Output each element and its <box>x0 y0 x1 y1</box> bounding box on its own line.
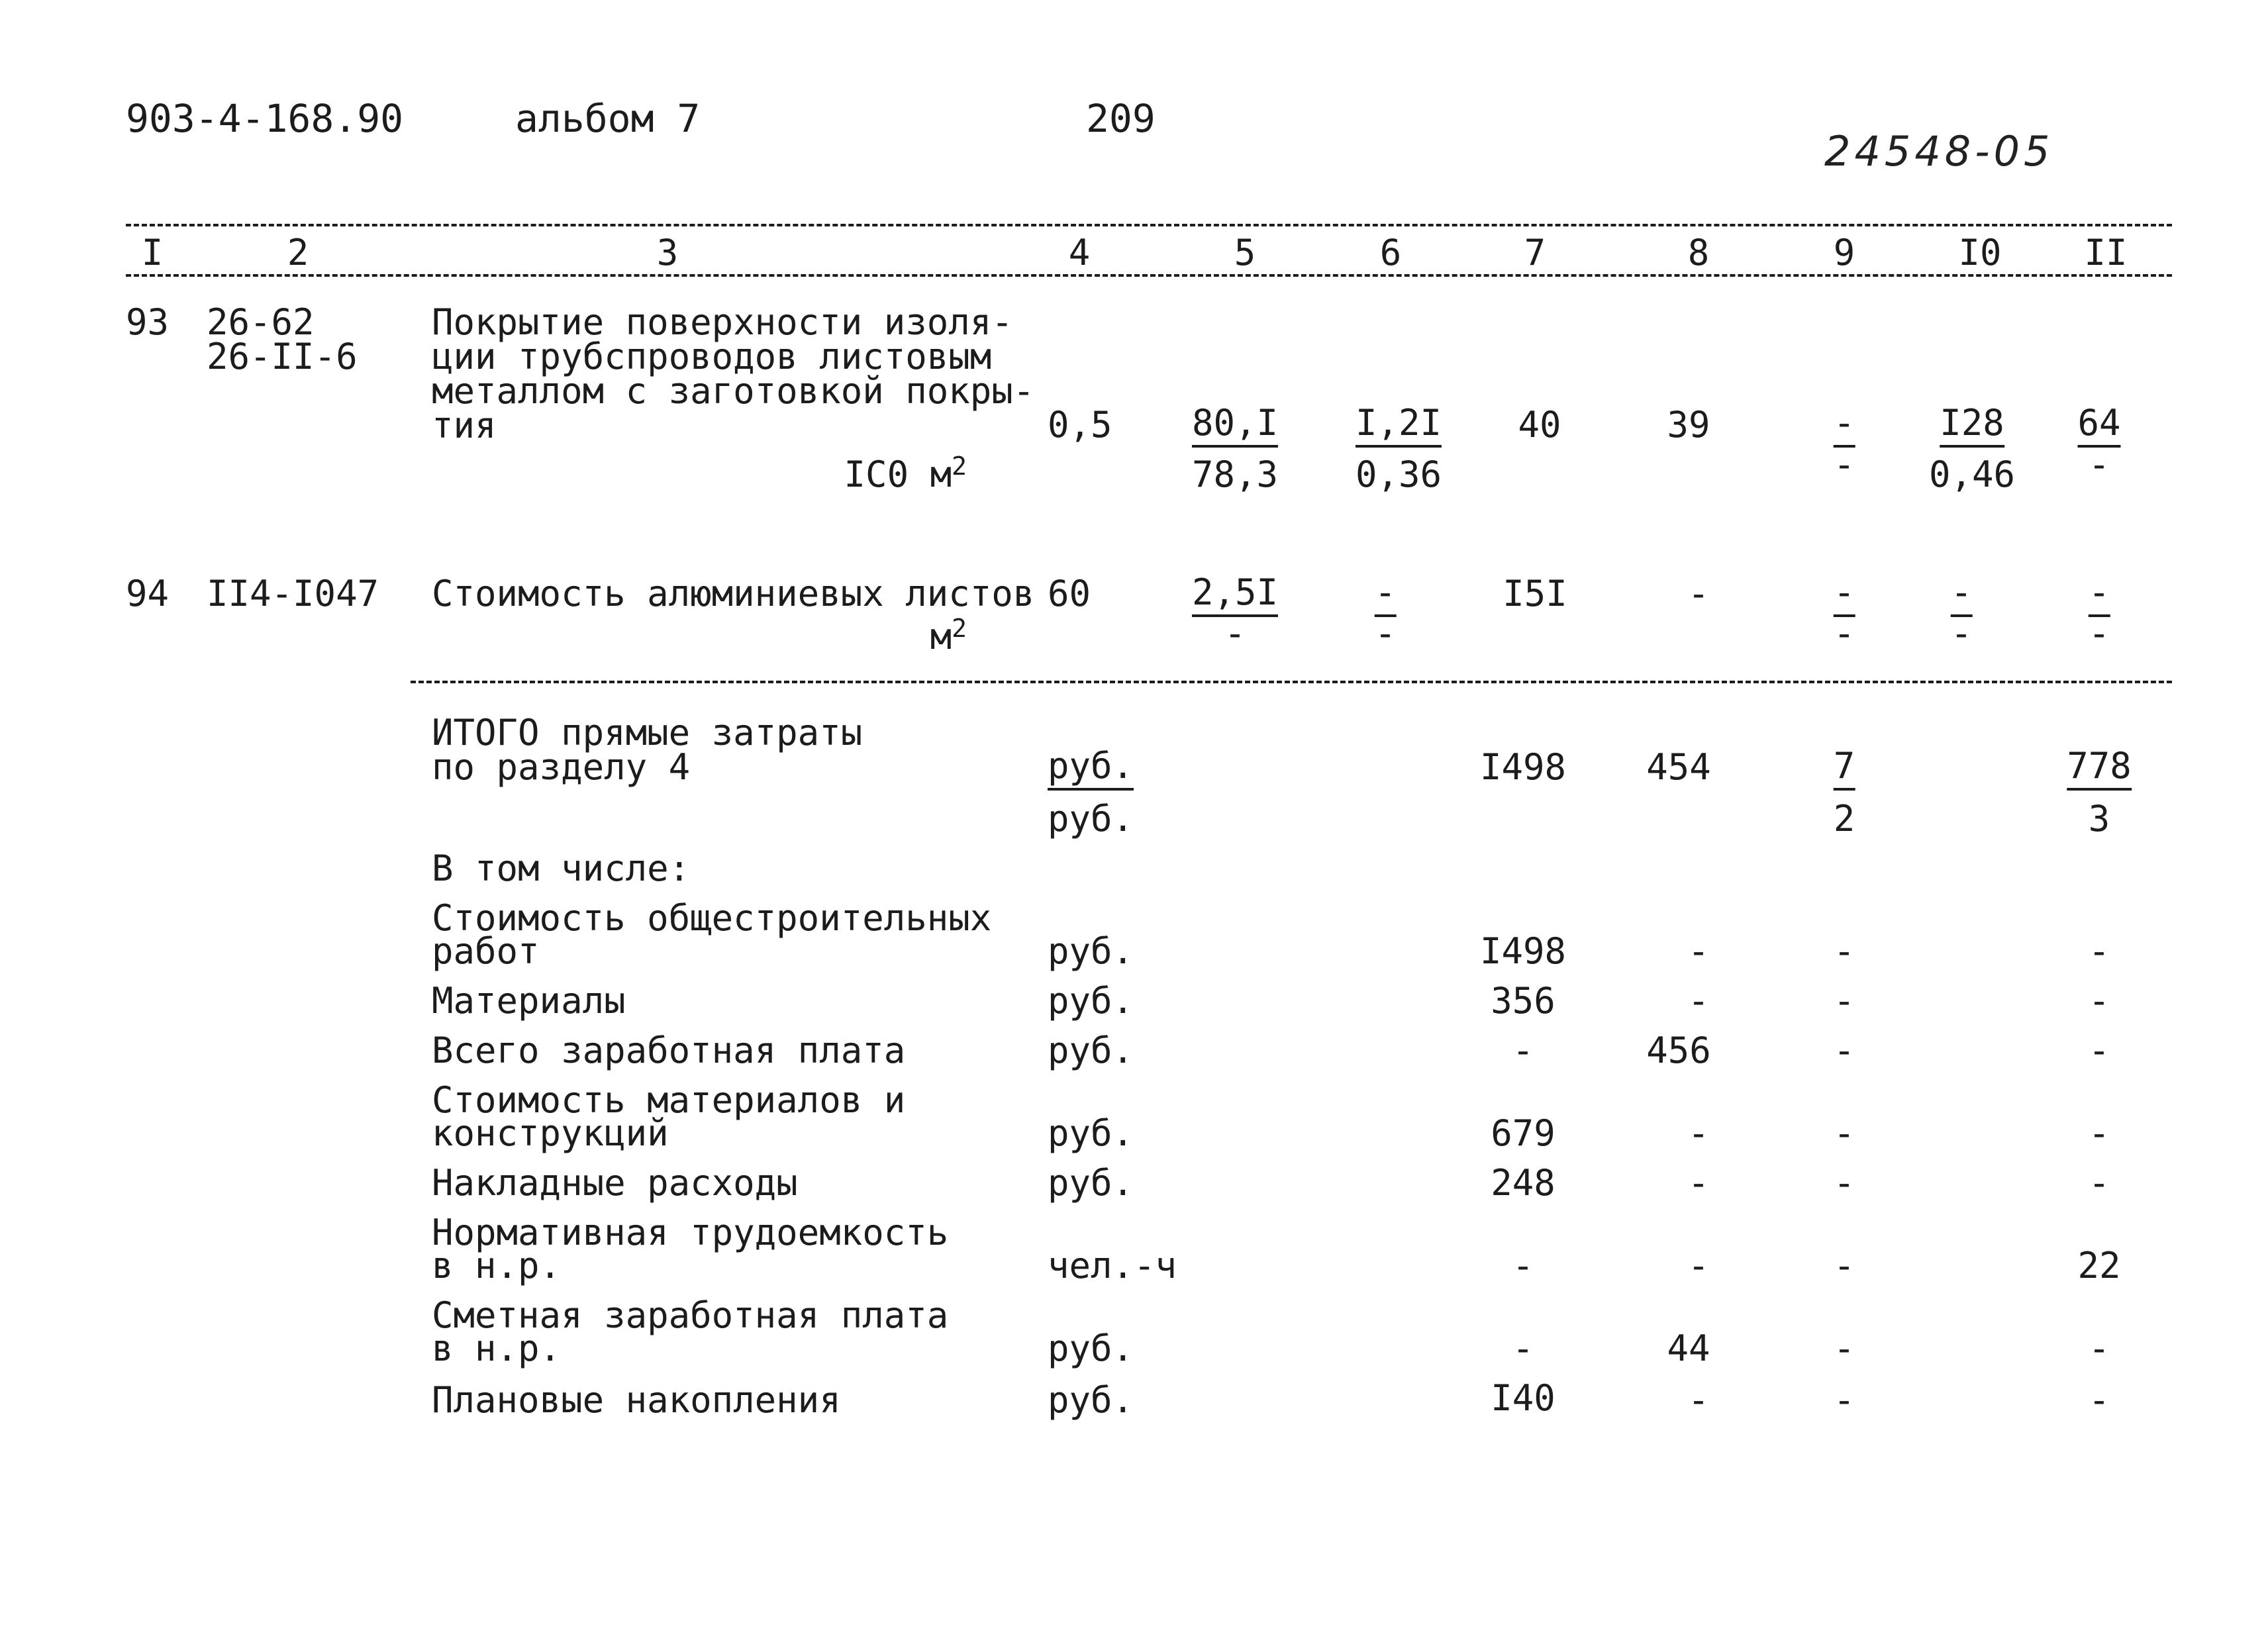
summary-item-unit: руб. <box>1048 980 1134 1022</box>
header-bottom-rule <box>126 274 2172 277</box>
cell-col5-bottom: - <box>1224 612 1246 654</box>
summary-item-label: Стоимость общестроительных <box>432 897 992 939</box>
summary-item-col8: - <box>1687 1112 1710 1154</box>
cell-col9-top: - <box>1834 405 1855 448</box>
summary-item-col11: - <box>2088 1328 2110 1369</box>
summary-item-col8: - <box>1687 1162 1710 1204</box>
cell-col10-top: I28 <box>1940 405 2004 448</box>
total-col9-bottom: 2 <box>1833 798 1855 840</box>
cell-col11-top: - <box>2089 575 2110 617</box>
cell-col6-top: - <box>1375 575 1397 617</box>
row-description-line: тия <box>432 405 497 446</box>
summary-item-col7: I498 <box>1479 930 1567 972</box>
cell-col6-bottom: 0,36 <box>1355 454 1442 495</box>
col-header-2: 2 <box>287 232 309 273</box>
row-description-line: Покрытие поверхности изоля- <box>432 301 1013 343</box>
row-code: 26-II-6 <box>207 336 358 377</box>
total-col8: 454 <box>1646 746 1711 788</box>
summary-item-col11: 22 <box>2077 1245 2121 1286</box>
summary-item-label: работ <box>432 930 540 972</box>
summary-item-col7: 248 <box>1491 1162 1555 1204</box>
summary-item-col8: - <box>1687 1379 1710 1421</box>
summary-item-label: Нормативная трудоемкость <box>432 1212 949 1253</box>
col-header-4: 4 <box>1068 232 1091 273</box>
summary-item-label: Накладные расходы <box>432 1162 798 1204</box>
total-col7: I498 <box>1479 746 1567 788</box>
summary-item-col9: - <box>1833 1328 1855 1369</box>
summary-item-col7: - <box>1512 1245 1534 1286</box>
page-number: 209 <box>1086 96 1156 141</box>
cell-col10-bottom: - <box>1950 612 1973 654</box>
summary-item-col9: - <box>1833 1030 1855 1071</box>
including-heading: В том числе: <box>432 847 691 889</box>
row-code: 26-62 <box>207 301 315 343</box>
cell-col5-top: 80,I <box>1192 405 1278 448</box>
col-header-11: II <box>2084 232 2128 273</box>
row-number: 93 <box>126 301 170 343</box>
cell-col6-bottom: - <box>1374 612 1397 654</box>
summary-item-col11: - <box>2088 1030 2110 1071</box>
summary-item-unit: руб. <box>1048 930 1134 972</box>
handwritten-reference: 24548-05 <box>1824 127 2054 175</box>
summary-item-label: Плановые накопления <box>432 1379 841 1421</box>
col-header-1: I <box>141 232 164 273</box>
summary-item-label: Материалы <box>432 980 626 1022</box>
cell-col7: I5I <box>1503 573 1567 614</box>
total-label: по разделу 4 <box>432 746 691 788</box>
summary-item-label: конструкций <box>432 1112 669 1154</box>
summary-item-col7: - <box>1512 1328 1534 1369</box>
section-rule <box>411 681 2172 683</box>
summary-item-unit: руб. <box>1048 1162 1134 1204</box>
cell-col6-top: I,2I <box>1356 405 1442 448</box>
total-label: ИТОГО прямые затраты <box>432 712 863 753</box>
summary-item-col7: 679 <box>1491 1112 1555 1154</box>
cell-col5-top: 2,5I <box>1192 575 1278 617</box>
summary-item-unit: чел.-ч <box>1048 1245 1177 1286</box>
summary-item-col11: - <box>2088 1379 2110 1421</box>
cell-col7: 40 <box>1518 404 1561 446</box>
col-header-7: 7 <box>1524 232 1546 273</box>
cell-col11-top: 64 <box>2077 405 2120 448</box>
summary-item-label: в н.р. <box>432 1245 562 1286</box>
summary-item-col7: 356 <box>1491 980 1555 1022</box>
cell-col9-bottom: - <box>1833 444 1855 485</box>
cell-col11-bottom: - <box>2088 444 2110 485</box>
col-header-10: I0 <box>1958 232 2002 273</box>
summary-item-col8: 456 <box>1646 1030 1711 1071</box>
cell-col11-bottom: - <box>2088 612 2110 654</box>
summary-item-col7: - <box>1512 1030 1534 1071</box>
summary-item-unit: руб. <box>1048 1379 1134 1421</box>
summary-item-col11: - <box>2088 980 2110 1022</box>
total-col11-bottom: 3 <box>2088 798 2110 840</box>
total-unit-bottom: руб. <box>1048 798 1134 840</box>
summary-item-col11: - <box>2088 1162 2110 1204</box>
row-description-line: ции трубспроводов листовым <box>432 336 992 377</box>
total-col9-top: 7 <box>1834 748 1855 791</box>
summary-item-label: в н.р. <box>432 1328 562 1369</box>
summary-item-unit: руб. <box>1048 1328 1134 1369</box>
summary-item-col9: - <box>1833 930 1855 972</box>
total-unit-top: руб. <box>1048 748 1134 791</box>
row-unit: $м^2$ <box>930 614 967 657</box>
cell-col8: 39 <box>1667 404 1710 446</box>
col-header-3: 3 <box>656 232 679 273</box>
row-description-line: металлом с заготовкой покры- <box>432 370 1035 412</box>
col-header-9: 9 <box>1833 232 1855 273</box>
col-header-8: 8 <box>1687 232 1710 273</box>
summary-item-col8: - <box>1687 980 1710 1022</box>
row-unit: IC0 $м^2$ <box>844 452 967 495</box>
row-description-line: Стоимость алюминиевых листов <box>432 573 1035 614</box>
total-col11-top: 778 <box>2067 748 2132 791</box>
col-header-5: 5 <box>1234 232 1256 273</box>
cell-col8: - <box>1687 573 1710 614</box>
summary-item-col8: 44 <box>1667 1328 1710 1369</box>
summary-item-col9: - <box>1833 980 1855 1022</box>
cell-col5-bottom: 78,3 <box>1191 454 1279 495</box>
row-code: II4-I047 <box>207 573 379 614</box>
summary-item-unit: руб. <box>1048 1030 1134 1071</box>
summary-item-unit: руб. <box>1048 1112 1134 1154</box>
cell-col4: 0,5 <box>1048 404 1112 446</box>
cell-col4: 60 <box>1048 573 1091 614</box>
document-code: 903-4-168.90 <box>126 96 404 141</box>
summary-item-col8: - <box>1687 1245 1710 1286</box>
row-number: 94 <box>126 573 170 614</box>
unit-superscript: 2 <box>952 452 967 481</box>
summary-item-label: Стоимость материалов и <box>432 1079 906 1121</box>
summary-item-col9: - <box>1833 1162 1855 1204</box>
cell-col10-top: - <box>1951 575 1973 617</box>
summary-item-col11: - <box>2088 1112 2110 1154</box>
summary-item-col9: - <box>1833 1112 1855 1154</box>
cell-col9-bottom: - <box>1833 612 1855 654</box>
cell-col9-top: - <box>1834 575 1855 617</box>
unit-superscript: 2 <box>952 614 967 643</box>
album-label: альбом 7 <box>515 96 701 141</box>
summary-item-label: Всего заработная плата <box>432 1030 906 1071</box>
header-top-rule <box>126 224 2172 226</box>
col-header-6: 6 <box>1379 232 1402 273</box>
summary-item-col9: - <box>1833 1245 1855 1286</box>
cell-col10-bottom: 0,46 <box>1928 454 2016 495</box>
summary-item-col11: - <box>2088 930 2110 972</box>
summary-item-label: Сметная заработная плата <box>432 1294 949 1336</box>
summary-item-col8: - <box>1687 930 1710 972</box>
summary-item-col7: I40 <box>1491 1377 1555 1419</box>
summary-item-col9: - <box>1833 1379 1855 1421</box>
